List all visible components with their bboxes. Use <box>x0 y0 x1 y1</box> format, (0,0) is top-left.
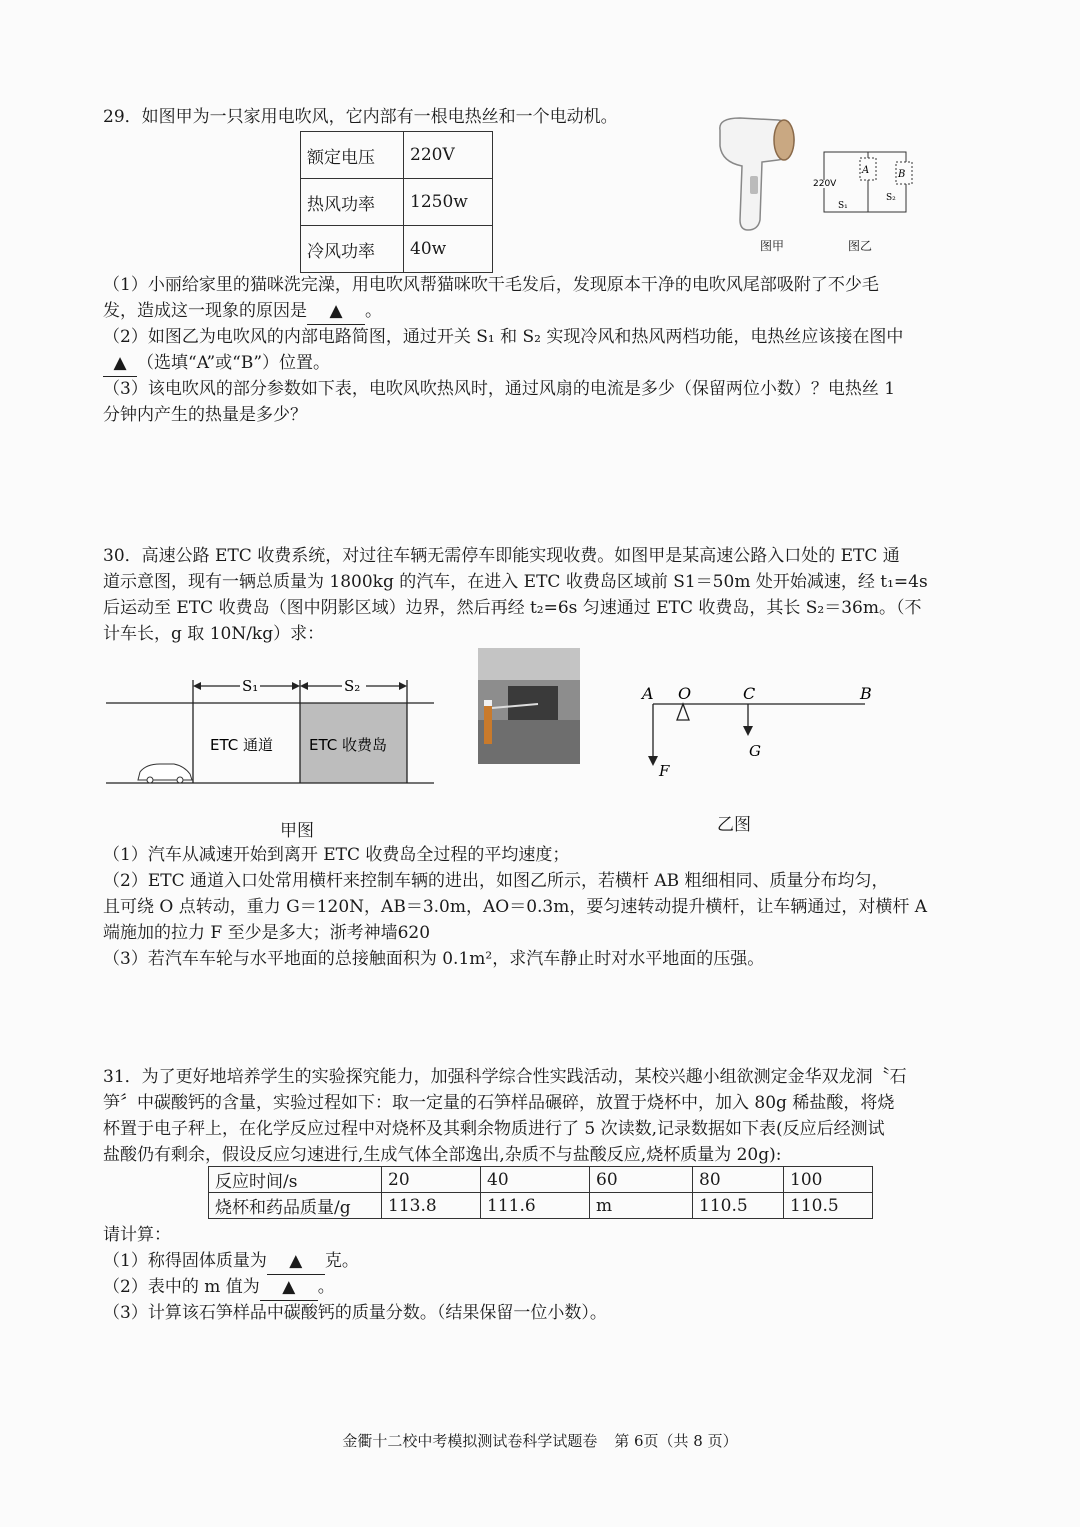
lever-diagram <box>635 680 885 790</box>
table-cell: 40w <box>404 226 493 273</box>
distance-s1-label: S₁ <box>242 677 259 695</box>
table-cell: 111.6 <box>481 1193 590 1219</box>
q29-part1-line1: （1）小丽给家里的猫咪洗完澡，用电吹风帮猫咪吹干毛发后，发现原本干净的电吹风尾部吸附了不少毛 <box>103 275 879 295</box>
table-cell: 反应时间/s <box>209 1167 382 1193</box>
table-cell: 100 <box>784 1167 873 1193</box>
car-icon <box>138 764 192 783</box>
table-cell: 60 <box>590 1167 693 1193</box>
q30-part2-line2: 且可绕 O 点转动，重力 G＝120N，AB＝3.0m，AO＝0.3m，要匀速转动提升横杆，让车辆通过，对横杆 A <box>103 897 928 917</box>
figure-caption-yi: 乙图 <box>717 815 751 835</box>
hair-dryer-figure <box>700 110 820 250</box>
q30-part3: （3）若汽车车轮与水平地面的总接触面积为 0.1m²，求汽车静止时对水平地面的压强。 <box>103 949 765 969</box>
q29-part3-line1: （3）该电吹风的部分参数如下表，电吹风吹热风时，通过风扇的电流是多少（保留两位小数）？电热丝 1 <box>103 379 896 399</box>
q29-stem: 29．如图甲为一只家用电吹风，它内部有一根电热丝和一个电动机。 <box>103 107 618 127</box>
circuit-diagram <box>810 140 920 218</box>
q31-stem-line4: 盐酸仍有剩余，假设反应匀速进行,生成气体全部逸出,杂质不与盐酸反应,烧杯质量为 20g): <box>103 1145 782 1165</box>
q30-stem-line4: 计车长，g 取 10N/kg）求： <box>103 624 325 644</box>
q31-ask: 请计算： <box>103 1225 171 1245</box>
answer-blank: ▲ <box>307 298 365 325</box>
exam-title: 金衢十二校中考模拟测试卷科学试题卷 <box>342 1432 598 1450</box>
q31-part2: （2）表中的 m 值为 ▲ 。 <box>103 1274 335 1301</box>
table-cell: 220V <box>404 132 493 179</box>
lever-point-a: A <box>642 684 654 703</box>
etc-island-label: ETC 收费岛 <box>309 736 388 754</box>
q30-stem-line1: 30．高速公路 ETC 收费系统，对过往车辆无需停车即能实现收费。如图甲是某高速公路入口处的 ETC 通 <box>103 546 900 566</box>
page-number: 第 6页（共 8 页） <box>614 1432 738 1450</box>
lever-point-c: C <box>743 684 756 703</box>
figure-caption-jia: 甲图 <box>280 821 314 841</box>
lever-point-b: B <box>860 684 872 703</box>
gravity-label: G <box>749 742 761 760</box>
q31-stem-line1: 31．为了更好地培养学生的实验探究能力，加强科学综合性实践活动，某校兴趣小组欲测定金华双龙洞〝石 <box>103 1067 907 1087</box>
q30-stem-line2: 道示意图，现有一辆总质量为 1800kg 的汽车，在进入 ETC 收费岛区域前 S1＝50m 处开始减速，经 t₁=4s <box>103 572 928 592</box>
q29-part3-line2: 分钟内产生的热量是多少？ <box>103 405 307 425</box>
force-label: F <box>659 762 670 780</box>
q31-data-table <box>208 1166 873 1219</box>
table-cell: m <box>590 1193 693 1219</box>
distance-s2-label: S₂ <box>344 677 361 695</box>
answer-blank: ▲ <box>103 350 137 377</box>
etc-lane-diagram <box>100 670 440 790</box>
q30-stem-line3: 后运动至 ETC 收费岛（图中阴影区域）边界，然后再经 t₂=6s 匀速通过 ETC 收费岛，其长 S₂＝36m。（不 <box>103 598 922 618</box>
switch-s2-label: S₂ <box>886 193 896 203</box>
etc-lane-label: ETC 通道 <box>210 736 274 754</box>
q31-stem-line2: 笋〞中碳酸钙的含量，实验过程如下：取一定量的石笋样品碾碎，放置于烧杯中，加入 80g 稀盐酸，将烧 <box>103 1093 895 1113</box>
q31-part1: （1）称得固体质量为 ▲ 克。 <box>103 1248 359 1275</box>
table-cell: 20 <box>382 1167 481 1193</box>
table-cell: 烧杯和药品质量/g <box>209 1193 382 1219</box>
circuit-box-b: B <box>898 169 906 180</box>
table-cell: 1250w <box>404 179 493 226</box>
q29-param-table <box>300 131 493 273</box>
q29-part2-line1: （2）如图乙为电吹风的内部电路简图，通过开关 S₁ 和 S₂ 实现冷风和热风两档功能，电热丝应该接在图中 <box>103 327 904 347</box>
q30-part2-line1: （2）ETC 通道入口处常用横杆来控制车辆的进出，如图乙所示，若横杆 AB 粗细相同、质量分布均匀， <box>103 871 889 891</box>
answer-blank: ▲ <box>260 1274 318 1301</box>
table-cell: 额定电压 <box>301 132 404 179</box>
lever-point-o: O <box>678 684 692 703</box>
q30-part1: （1）汽车从减速开始到离开 ETC 收费岛全过程的平均速度； <box>103 845 570 865</box>
figure-label-yi: 图乙 <box>848 239 873 253</box>
table-cell: 冷风功率 <box>301 226 404 273</box>
figure-label-jia: 图甲 <box>760 239 785 253</box>
circuit-box-a: A <box>862 165 870 176</box>
page-footer <box>0 1430 1080 1451</box>
table-cell: 40 <box>481 1167 590 1193</box>
toll-gate-photo <box>478 648 580 764</box>
q30-part2-line3: 端施加的拉力 F 至少是多大；浙考神墙620 <box>103 923 431 943</box>
q29-part1-line2: 发，造成这一现象的原因是 ▲ 。 <box>103 298 382 325</box>
q31-stem-line3: 杯置于电子秤上，在化学反应过程中对烧杯及其剩余物质进行了 5 次读数,记录数据如下表(反应后经测试 <box>103 1119 885 1139</box>
table-cell: 热风功率 <box>301 179 404 226</box>
hair-dryer-icon <box>720 118 794 230</box>
answer-blank: ▲ <box>267 1248 325 1275</box>
circuit-voltage: 220V <box>813 179 837 189</box>
q31-part3: （3）计算该石笋样品中碳酸钙的质量分数。（结果保留一位小数）。 <box>103 1303 607 1323</box>
table-cell: 110.5 <box>693 1193 784 1219</box>
switch-s1-label: S₁ <box>838 201 848 211</box>
table-cell: 80 <box>693 1167 784 1193</box>
q29-part2-line2: ▲ （选填“A”或“B”）位置。 <box>103 350 330 377</box>
table-cell: 110.5 <box>784 1193 873 1219</box>
table-cell: 113.8 <box>382 1193 481 1219</box>
